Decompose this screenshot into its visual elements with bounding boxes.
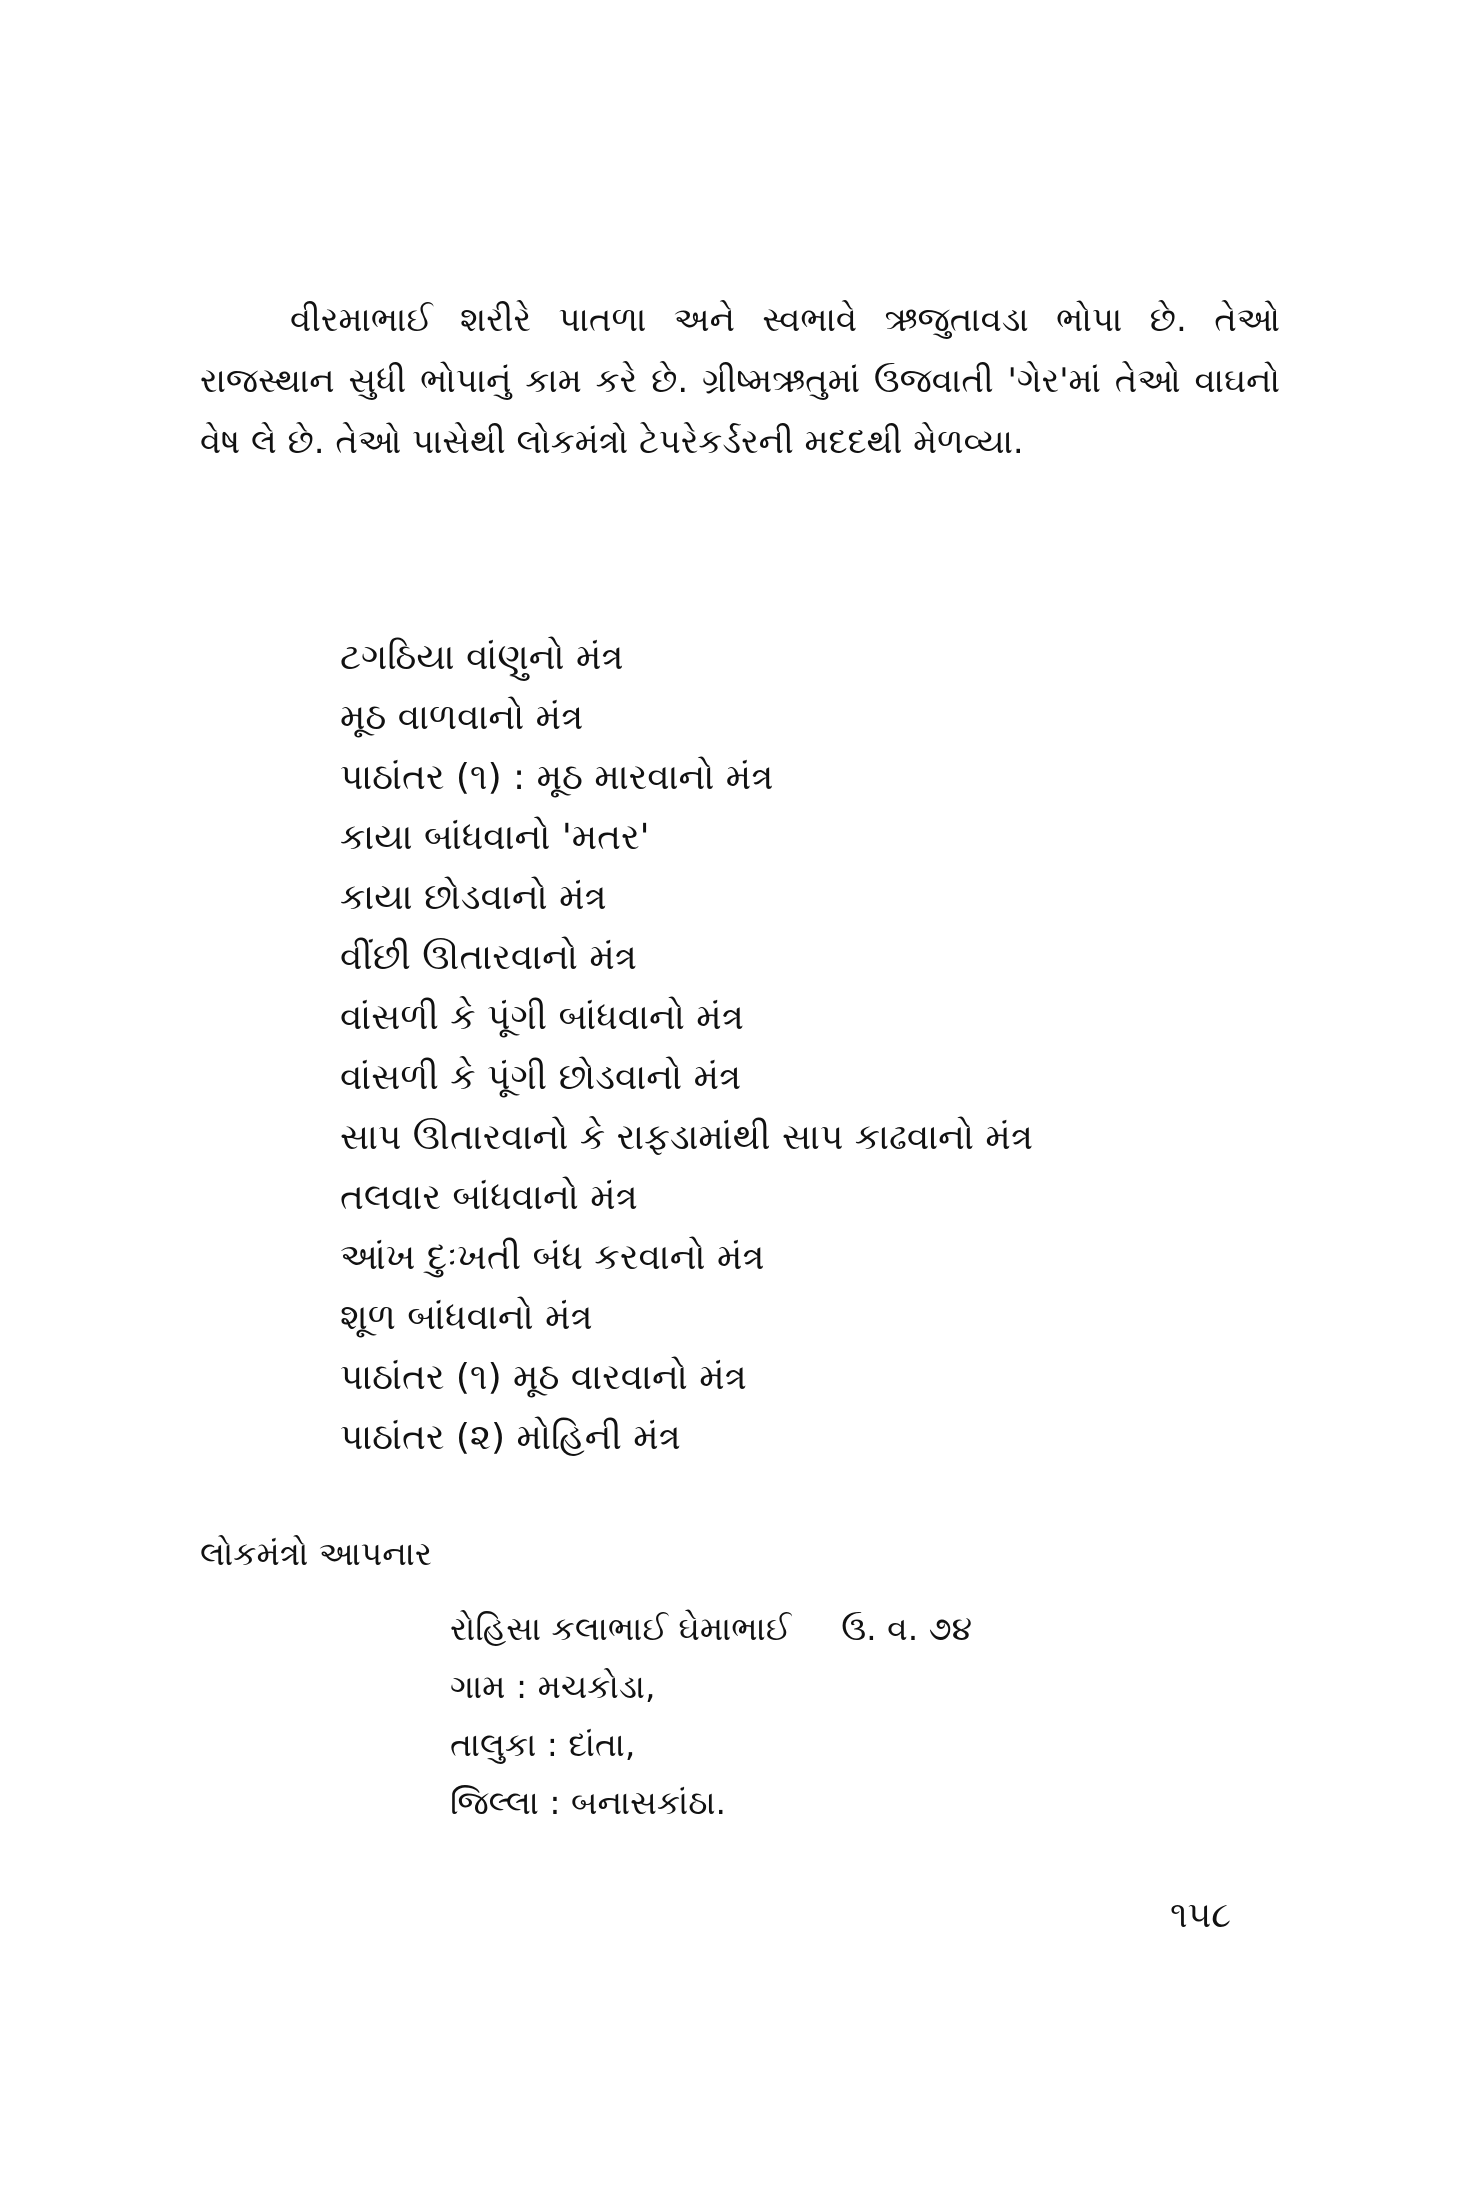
mantra-item: તલવાર બાંધવાનો મંત્ર	[340, 1177, 638, 1218]
giver-village: ગામ : મચકોડા,	[450, 1667, 656, 1706]
mantra-item: પાઠાંતર (૧) : મૂઠ મારવાનો મંત્ર	[340, 757, 774, 798]
mantra-item: કાયા છોડવાનો મંત્ર	[340, 877, 607, 918]
mantra-item: વીંછી ઊતારવાનો મંત્ર	[340, 937, 637, 978]
giver-name: રોહિસા કલાભાઈ ઘેમાભાઈ	[450, 1609, 792, 1648]
giver-details	[450, 1600, 972, 1832]
mantra-item: મૂઠ વાળવાનો મંત્ર	[340, 697, 584, 738]
giver-name-line	[450, 1600, 972, 1658]
page-number: ૧૫૮	[1170, 1895, 1232, 1936]
mantra-item: ટગઠિયા વાંણુનો મંત્ર	[340, 637, 624, 678]
mantra-list	[340, 628, 1033, 1468]
giver-age: ઉ. વ. ૭૪	[841, 1609, 973, 1648]
mantra-item: વાંસળી કે પૂંગી બાંધવાનો મંત્ર	[340, 997, 744, 1038]
giver-district: જિલ્લા : બનાસકાંઠા.	[450, 1783, 727, 1822]
mantra-item: વાંસળી કે પૂંગી છોડવાનો મંત્ર	[340, 1057, 742, 1098]
givers-heading: લોકમંત્રો આપનાર	[200, 1534, 432, 1573]
mantra-item: આંખ દુઃખતી બંધ કરવાનો મંત્ર	[340, 1237, 765, 1278]
mantra-item: કાયા બાંધવાનો 'મતર'	[340, 817, 650, 858]
mantra-item: પાઠાંતર (૧) મૂઠ વારવાનો મંત્ર	[340, 1357, 747, 1398]
intro-paragraph: વીરમાભાઈ શરીરે પાતળા અને સ્વભાવે ઋજુતાવડા ભોપા છે. તેઓ રાજસ્થાન સુધી ભોપાનું કામ કરે છે. ગ્રીષ્મઋતુમાં ઉજવાતી 'ગેર'માં તેઓ વાઘનો વેષ લે છે. તેઓ પાસેથી લોકમંત્રો ટેપરેકર્ડરની મદદથી મેળવ્યા.	[200, 300, 1280, 462]
mantra-item: પાઠાંતર (૨) મોહિની મંત્ર	[340, 1417, 681, 1458]
mantra-item: શૂળ બાંધવાનો મંત્ર	[340, 1297, 593, 1338]
giver-taluka: તાલુકા : દાંતા,	[450, 1725, 636, 1764]
mantra-item: સાપ ઊતારવાનો કે રાફડામાંથી સાપ કાઢવાનો મંત્ર	[340, 1117, 1033, 1158]
